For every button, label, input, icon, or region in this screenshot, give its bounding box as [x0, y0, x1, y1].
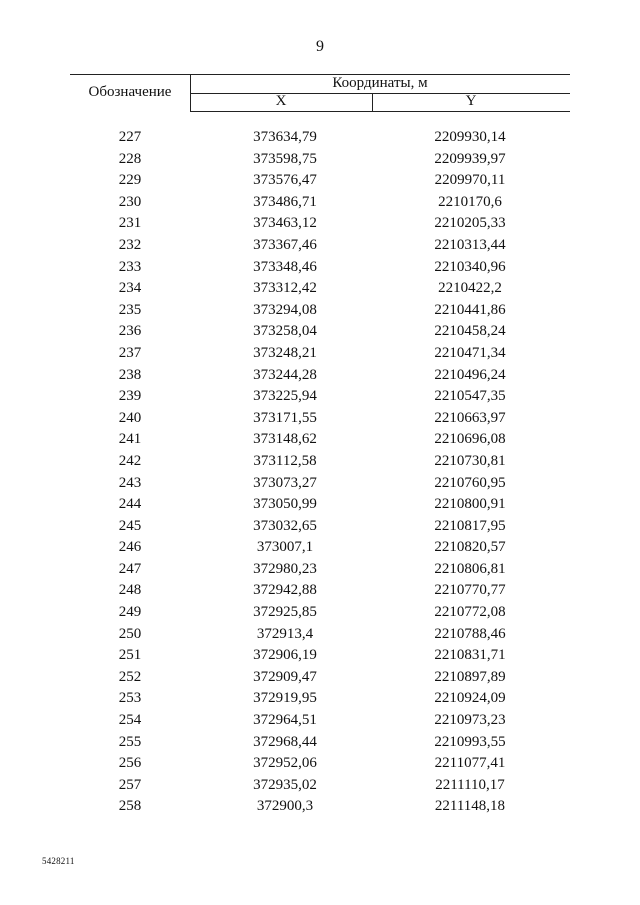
point-id-cell: 247 — [118, 560, 142, 577]
x-coordinate-cell: 373348,46 — [253, 258, 317, 275]
x-coordinate-cell: 372952,06 — [253, 755, 317, 772]
point-id-cell: 237 — [118, 344, 142, 361]
point-id-cell: 239 — [118, 388, 142, 405]
point-id-cell: 227 — [118, 129, 142, 145]
table-row — [70, 213, 570, 235]
y-coordinate-cell: 2210897,89 — [434, 668, 506, 685]
y-coordinate-cell: 2210696,08 — [434, 431, 506, 448]
y-coordinate-cell: 2210458,24 — [434, 323, 506, 340]
coordinates-table-body — [70, 127, 570, 818]
point-id-cell: 231 — [118, 215, 142, 232]
x-coordinate-cell: 372968,44 — [253, 733, 317, 750]
table-row — [70, 365, 570, 387]
point-id-cell: 250 — [118, 625, 142, 642]
y-coordinate-cell: 2210831,71 — [434, 647, 506, 664]
y-coordinate-cell: 2210973,23 — [434, 712, 506, 729]
y-coordinate-cell: 2210770,77 — [434, 582, 506, 599]
y-coordinate-cell: 2210313,44 — [434, 236, 506, 253]
x-coordinate-cell: 373171,55 — [253, 409, 317, 426]
y-coordinate-cell: 2210993,55 — [434, 733, 506, 750]
x-coordinate-cell: 373598,75 — [253, 150, 317, 167]
point-id-cell: 238 — [118, 366, 142, 383]
point-id-cell: 258 — [118, 798, 142, 815]
point-id-cell: 252 — [118, 668, 142, 685]
y-coordinate-cell: 2210441,86 — [434, 301, 506, 318]
x-column-header: X — [275, 93, 287, 109]
point-id-cell: 254 — [118, 712, 142, 729]
y-coordinate-cell: 2210547,35 — [434, 388, 506, 405]
x-coordinate-cell: 373367,46 — [253, 236, 317, 253]
y-coordinate-cell: 2211077,41 — [434, 755, 506, 772]
table-row — [70, 559, 570, 581]
x-coordinate-cell: 373576,47 — [253, 172, 317, 189]
x-coordinate-cell: 373244,28 — [253, 366, 317, 383]
point-id-cell: 230 — [118, 193, 142, 210]
y-coordinate-cell: 2209939,97 — [434, 150, 506, 167]
x-coordinate-cell: 373634,79 — [253, 129, 317, 145]
point-id-cell: 243 — [118, 474, 142, 491]
x-coordinate-cell: 373050,99 — [253, 496, 317, 513]
x-coordinate-cell: 373148,62 — [253, 431, 317, 448]
x-coordinate-cell: 373258,04 — [253, 323, 317, 340]
point-id-cell: 228 — [118, 150, 142, 167]
table-row — [70, 321, 570, 343]
x-coordinate-cell: 372980,23 — [253, 560, 317, 577]
header-bottom-rule — [190, 111, 570, 112]
x-coordinate-cell: 373463,12 — [253, 215, 317, 232]
point-id-cell: 232 — [118, 236, 142, 253]
table-row — [70, 300, 570, 322]
table-row — [70, 127, 570, 149]
x-coordinate-cell: 373073,27 — [253, 474, 317, 491]
point-id-cell: 253 — [118, 690, 142, 707]
y-coordinate-cell: 2210170,6 — [438, 193, 502, 210]
point-id-cell: 241 — [118, 431, 142, 448]
table-row — [70, 149, 570, 171]
table-row — [70, 775, 570, 797]
y-coordinate-cell: 2210730,81 — [434, 452, 506, 469]
point-id-cell: 244 — [118, 496, 142, 513]
x-coordinate-cell: 372913,4 — [256, 625, 314, 642]
point-id-cell: 234 — [118, 280, 142, 297]
table-row — [70, 667, 570, 689]
point-id-cell: 242 — [118, 452, 142, 469]
point-id-cell: 229 — [118, 172, 142, 189]
table-row — [70, 343, 570, 365]
table-row — [70, 753, 570, 775]
point-id-cell: 248 — [118, 582, 142, 599]
table-row — [70, 192, 570, 214]
y-coordinate-cell: 2210663,97 — [434, 409, 506, 426]
point-id-cell: 235 — [118, 301, 142, 318]
y-coordinate-cell: 2210800,91 — [434, 496, 506, 513]
page-number: 9 — [316, 38, 324, 55]
point-id-cell: 245 — [118, 517, 142, 534]
point-id-cell: 246 — [118, 539, 142, 556]
table-row — [70, 408, 570, 430]
point-id-cell: 256 — [118, 755, 142, 772]
y-coordinate-cell: 2210340,96 — [434, 258, 506, 275]
table-row — [70, 494, 570, 516]
x-coordinate-cell: 372909,47 — [253, 668, 317, 685]
table-row — [70, 278, 570, 300]
table-row — [70, 451, 570, 473]
y-coordinate-cell: 2210205,33 — [434, 215, 506, 232]
y-coordinate-cell: 2210471,34 — [434, 344, 506, 361]
coordinates-header: Координаты, м — [332, 75, 428, 91]
table-row — [70, 710, 570, 732]
x-coordinate-cell: 373294,08 — [253, 301, 317, 318]
table-row — [70, 537, 570, 559]
table-row — [70, 235, 570, 257]
designation-header: Обозначение — [88, 84, 172, 100]
table-row — [70, 602, 570, 624]
table-row — [70, 386, 570, 408]
table-row — [70, 732, 570, 754]
table-row — [70, 516, 570, 538]
x-coordinate-cell: 372906,19 — [253, 647, 317, 664]
table-row — [70, 429, 570, 451]
x-coordinate-cell: 372964,51 — [253, 712, 317, 729]
table-row — [70, 257, 570, 279]
y-column-header: Y — [465, 93, 477, 109]
point-id-cell: 233 — [118, 258, 142, 275]
y-coordinate-cell: 2210788,46 — [434, 625, 506, 642]
x-coordinate-cell: 372925,85 — [253, 604, 317, 621]
table-row — [70, 473, 570, 495]
table-row — [70, 796, 570, 818]
x-coordinate-cell: 373032,65 — [253, 517, 317, 534]
table-header — [70, 74, 570, 112]
y-coordinate-cell: 2210820,57 — [434, 539, 506, 556]
point-id-cell: 251 — [118, 647, 142, 664]
x-coordinate-cell: 372919,95 — [253, 690, 317, 707]
y-coordinate-cell: 2210924,09 — [434, 690, 506, 707]
point-id-cell: 249 — [118, 604, 142, 621]
x-coordinate-cell: 373248,21 — [253, 344, 317, 361]
y-coordinate-cell: 2209970,11 — [434, 172, 506, 189]
table-row — [70, 580, 570, 602]
x-coordinate-cell: 372942,88 — [253, 582, 317, 599]
y-coordinate-cell: 2210817,95 — [434, 517, 506, 534]
y-coordinate-cell: 2211148,18 — [434, 798, 506, 815]
point-id-cell: 240 — [118, 409, 142, 426]
point-id-cell: 255 — [118, 733, 142, 750]
table-row — [70, 170, 570, 192]
x-coordinate-cell: 372900,3 — [256, 798, 314, 815]
point-id-cell: 236 — [118, 323, 142, 340]
x-coordinate-cell: 373486,71 — [253, 193, 317, 210]
y-coordinate-cell: 2210772,08 — [434, 604, 506, 621]
y-coordinate-cell: 2210496,24 — [434, 366, 506, 383]
x-coordinate-cell: 373312,42 — [253, 280, 317, 297]
document-code: 5428211 — [42, 856, 75, 866]
y-coordinate-cell: 2211110,17 — [435, 776, 505, 793]
table-row — [70, 688, 570, 710]
y-coordinate-cell: 2210422,2 — [438, 280, 502, 297]
table-row — [70, 624, 570, 646]
y-coordinate-cell: 2210760,95 — [434, 474, 506, 491]
table-row — [70, 645, 570, 667]
x-coordinate-cell: 372935,02 — [253, 776, 317, 793]
y-coordinate-cell: 2210806,81 — [434, 560, 506, 577]
y-coordinate-cell: 2209930,14 — [434, 129, 506, 145]
x-coordinate-cell: 373112,58 — [253, 452, 317, 469]
point-id-cell: 257 — [118, 776, 142, 793]
x-coordinate-cell: 373225,94 — [253, 388, 317, 405]
x-coordinate-cell: 373007,1 — [256, 539, 314, 556]
